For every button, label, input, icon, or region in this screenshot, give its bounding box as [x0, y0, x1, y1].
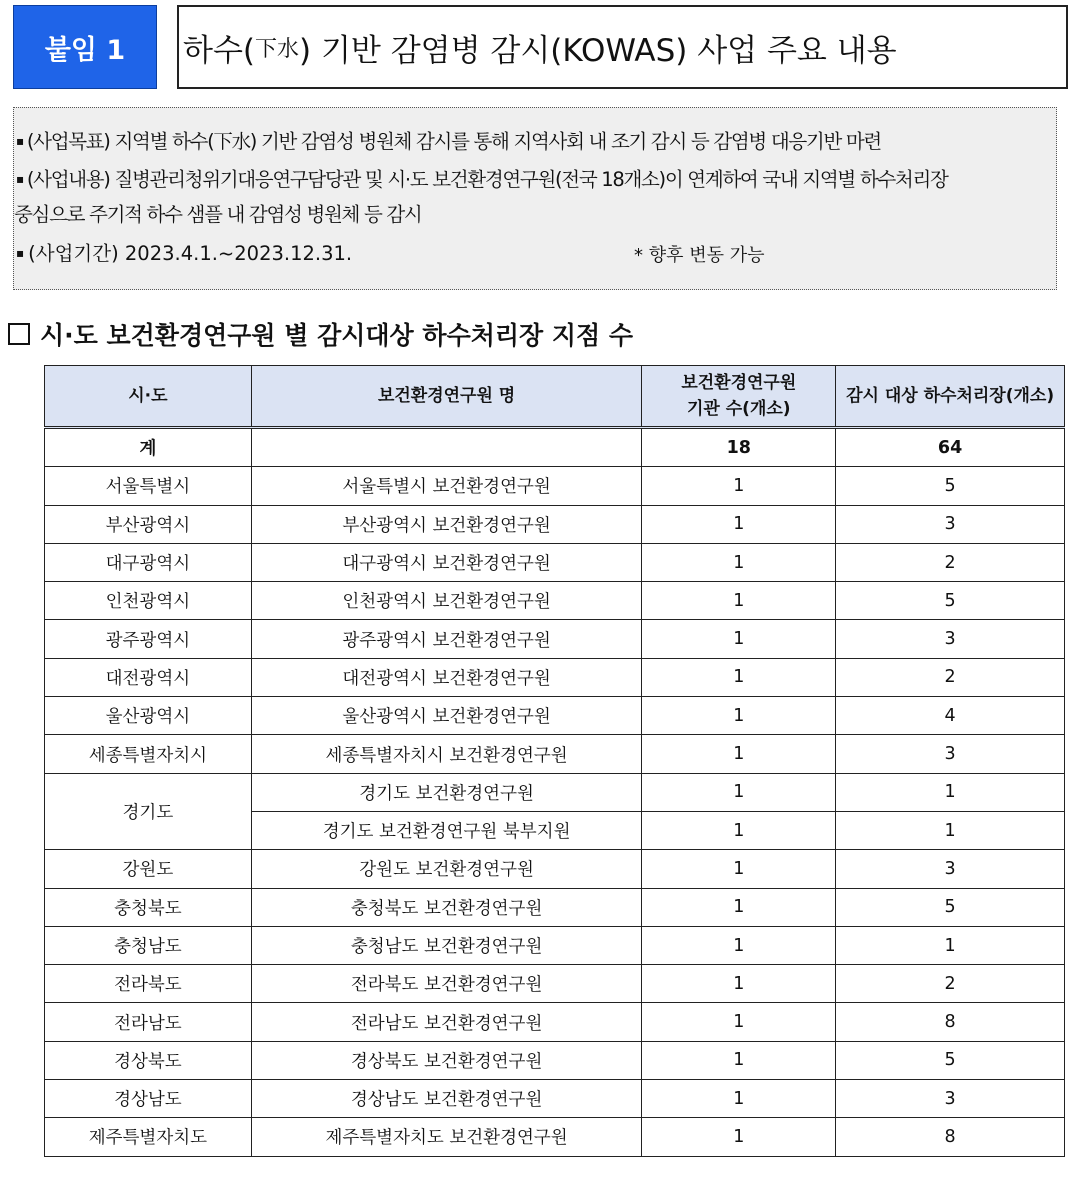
table-row [45, 543, 1065, 581]
cell-region: 강원도 [45, 850, 252, 888]
cell-region: 경상남도 [45, 1080, 252, 1118]
cell-count: 1 [642, 582, 836, 620]
cell-count: 1 [642, 697, 836, 735]
summary-content [16, 164, 948, 195]
cell-institute: 강원도 보건환경연구원 [251, 850, 642, 888]
table-row [45, 505, 1065, 543]
table-row [45, 467, 1065, 505]
cell-sites: 5 [836, 467, 1065, 505]
cell-sites: 3 [836, 620, 1065, 658]
cell-region: 충청북도 [45, 888, 252, 926]
cell-count: 1 [642, 505, 836, 543]
cell-institute: 충청북도 보건환경연구원 [251, 888, 642, 926]
cell-count: 1 [642, 620, 836, 658]
cell-sites: 3 [836, 735, 1065, 773]
cell-sites: 5 [836, 888, 1065, 926]
cell-count: 1 [642, 1118, 836, 1156]
cell-institute: 전라남도 보건환경연구원 [251, 1003, 642, 1041]
header-institute: 보건환경연구원 명 [251, 366, 642, 428]
table-row [45, 965, 1065, 1003]
cell-sites: 2 [836, 965, 1065, 1003]
cell-sites: 1 [836, 773, 1065, 811]
summary-goal [16, 126, 881, 157]
cell-sites: 5 [836, 582, 1065, 620]
cell-sites: 8 [836, 1003, 1065, 1041]
title-part1: 하수( [183, 32, 255, 69]
cell-count: 1 [642, 735, 836, 773]
table-header-row [45, 366, 1065, 428]
table-row [45, 1041, 1065, 1079]
cell-sites: 3 [836, 505, 1065, 543]
cell-sites: 8 [836, 1118, 1065, 1156]
cell-count: 1 [642, 1080, 836, 1118]
table-row [45, 658, 1065, 696]
cell-region: 충청남도 [45, 926, 252, 964]
cell-sites: 5 [836, 1041, 1065, 1079]
cell-sites: 1 [836, 926, 1065, 964]
bullet-icon: ▪ [16, 134, 23, 148]
cell-institute: 인천광역시 보건환경연구원 [251, 582, 642, 620]
cell-count: 1 [642, 850, 836, 888]
cell-region: 경상북도 [45, 1041, 252, 1079]
cell-institute: 세종특별자치시 보건환경연구원 [251, 735, 642, 773]
cell-region: 제주특별자치도 [45, 1118, 252, 1156]
cell-region: 울산광역시 [45, 697, 252, 735]
summary-note: * 향후 변동 가능 [634, 245, 765, 266]
document-title [177, 5, 1068, 89]
cell-count: 1 [642, 926, 836, 964]
cell-institute: 제주특별자치도 보건환경연구원 [251, 1118, 642, 1156]
section-title [8, 316, 633, 352]
section-title-text: 시·도 보건환경연구원 별 감시대상 하수처리장 지점 수 [40, 321, 634, 350]
total-count: 18 [642, 428, 836, 467]
table-row [45, 1003, 1065, 1041]
table-row [45, 773, 1065, 811]
table-row [45, 620, 1065, 658]
cell-count: 1 [642, 658, 836, 696]
cell-count: 1 [642, 543, 836, 581]
attachment-badge: 붙임 1 [13, 5, 157, 89]
sites-table [44, 365, 1065, 1157]
total-row [45, 428, 1065, 467]
summary-period-text: (사업기간) 2023.4.1.~2023.12.31. [28, 242, 353, 265]
cell-institute: 경기도 보건환경연구원 [251, 773, 642, 811]
cell-region: 대전광역시 [45, 658, 252, 696]
cell-region: 경기도 [45, 773, 252, 850]
cell-institute: 경상북도 보건환경연구원 [251, 1041, 642, 1079]
cell-region: 대구광역시 [45, 543, 252, 581]
summary-period [16, 238, 352, 269]
table-row [45, 926, 1065, 964]
header-sites: 감시 대상 하수처리장(개소) [836, 366, 1065, 428]
cell-institute: 전라북도 보건환경연구원 [251, 965, 642, 1003]
table-row [45, 1118, 1065, 1156]
cell-count: 1 [642, 811, 836, 849]
table-row [45, 697, 1065, 735]
cell-institute: 대구광역시 보건환경연구원 [251, 543, 642, 581]
cell-sites: 2 [836, 658, 1065, 696]
cell-institute: 대전광역시 보건환경연구원 [251, 658, 642, 696]
cell-count: 1 [642, 1003, 836, 1041]
header-region: 시·도 [45, 366, 252, 428]
summary-box [13, 107, 1057, 290]
square-bullet-icon [8, 323, 30, 345]
cell-count: 1 [642, 773, 836, 811]
table-row [45, 850, 1065, 888]
table-row [45, 735, 1065, 773]
cell-region: 서울특별시 [45, 467, 252, 505]
table-row [45, 582, 1065, 620]
header-count [642, 366, 836, 428]
cell-sites: 3 [836, 850, 1065, 888]
cell-region: 부산광역시 [45, 505, 252, 543]
cell-region: 세종특별자치시 [45, 735, 252, 773]
header-count-line1: 보건환경연구원 [681, 373, 797, 393]
cell-institute: 서울특별시 보건환경연구원 [251, 467, 642, 505]
cell-sites: 1 [836, 811, 1065, 849]
table-row [45, 1080, 1065, 1118]
cell-region: 전라남도 [45, 1003, 252, 1041]
total-institute [251, 428, 642, 467]
title-part2: ) 기반 감염병 감시(KOWAS) 사업 주요 내용 [299, 32, 897, 69]
cell-institute: 충청남도 보건환경연구원 [251, 926, 642, 964]
summary-content-continued: 중심으로 주기적 하수 샘플 내 감염성 병원체 등 감시 [14, 203, 422, 226]
header-count-line2: 기관 수(개소) [687, 399, 791, 419]
cell-region: 광주광역시 [45, 620, 252, 658]
title-hanja: 下水 [255, 36, 300, 62]
total-label: 계 [45, 428, 252, 467]
cell-institute: 울산광역시 보건환경연구원 [251, 697, 642, 735]
cell-count: 1 [642, 467, 836, 505]
cell-institute: 경기도 보건환경연구원 북부지원 [251, 811, 642, 849]
cell-sites: 2 [836, 543, 1065, 581]
cell-institute: 광주광역시 보건환경연구원 [251, 620, 642, 658]
cell-count: 1 [642, 888, 836, 926]
table-row [45, 888, 1065, 926]
cell-sites: 3 [836, 1080, 1065, 1118]
cell-sites: 4 [836, 697, 1065, 735]
bullet-icon: ▪ [16, 246, 25, 260]
bullet-icon: ▪ [16, 172, 23, 186]
total-sites: 64 [836, 428, 1065, 467]
summary-content-text: (사업내용) 질병관리청위기대응연구담당관 및 시·도 보건환경연구원(전국 18개소)이 연계하여 국내 지역별 하수처리장 [26, 168, 948, 191]
cell-count: 1 [642, 965, 836, 1003]
summary-goal-text: (사업목표) 지역별 하수(下水) 기반 감염성 병원체 감시를 통해 지역사회 내 조기 감시 등 감염병 대응기반 마련 [26, 130, 881, 153]
cell-region: 인천광역시 [45, 582, 252, 620]
cell-region: 전라북도 [45, 965, 252, 1003]
cell-institute: 경상남도 보건환경연구원 [251, 1080, 642, 1118]
cell-institute: 부산광역시 보건환경연구원 [251, 505, 642, 543]
cell-count: 1 [642, 1041, 836, 1079]
